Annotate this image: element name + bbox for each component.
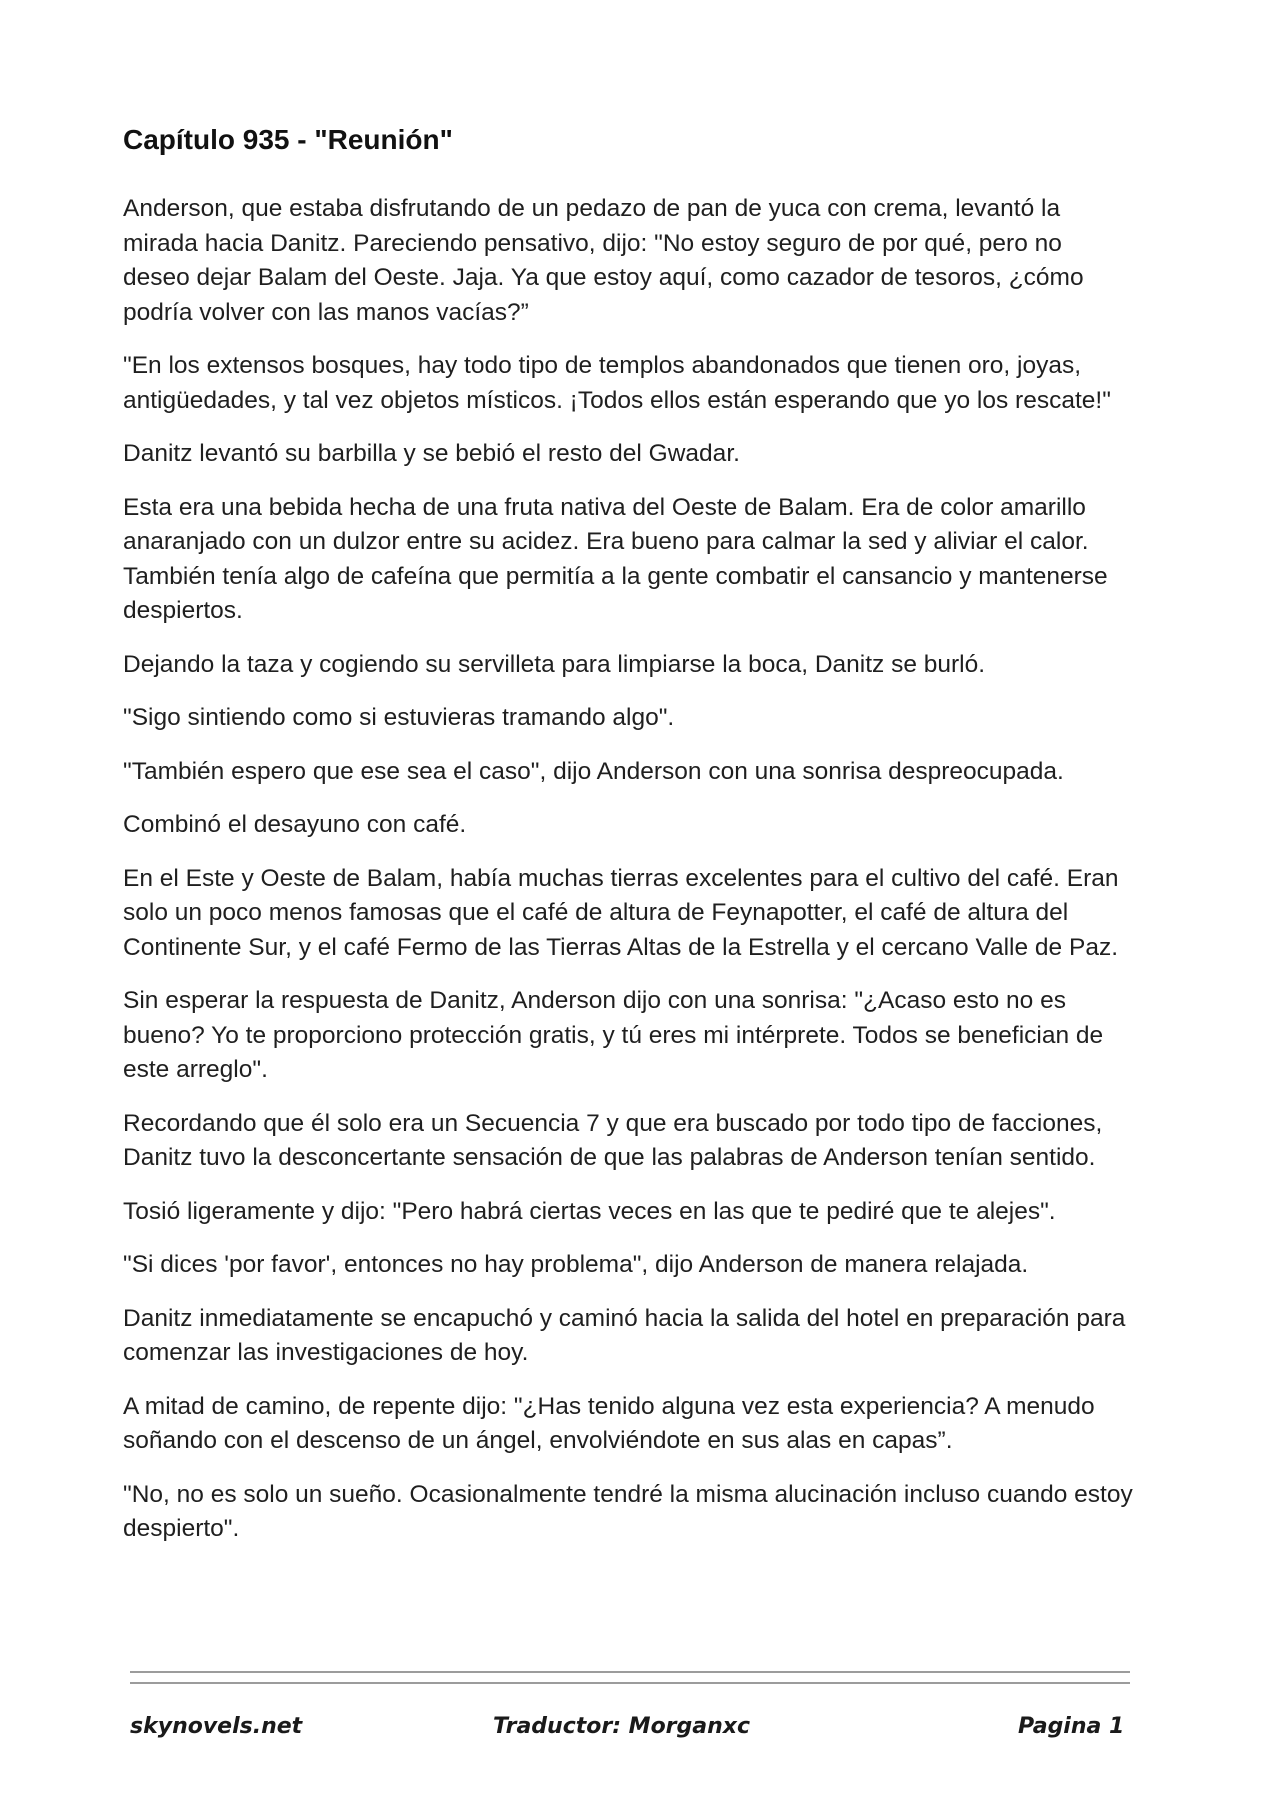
- footer-divider-top: [130, 1671, 1130, 1673]
- paragraph: A mitad de camino, de repente dijo: "¿Has tenido alguna vez esta experiencia? A menudo soñando con el descenso de un ángel, envolviéndote en sus alas en capas”.: [123, 1392, 1095, 1454]
- footer-page-number: Pagina 1: [1018, 1714, 1125, 1739]
- paragraph: Anderson, que estaba disfrutando de un pedazo de pan de yuca con crema, levantó la mirada hacia Danitz. Pareciendo pensativo, dijo: "No estoy seguro de por qué, pero no deseo dejar Balam del Oeste. Jaja. Ya que estoy aquí, como cazador de tesoros, ¿cómo podría volver con las manos vacías?”: [123, 195, 1084, 326]
- paragraph: Esta era una bebida hecha de una fruta nativa del Oeste de Balam. Era de color amarillo anaranjado con un dulzor entre su acidez. Era bueno para calmar la sed y aliviar el calor. También tenía algo de cafeína que permitía a la gente combatir el cansancio y mantenerse despiertos.: [123, 493, 1108, 624]
- paragraph: En el Este y Oeste de Balam, había muchas tierras excelentes para el cultivo del café. Eran solo un poco menos famosas que el café de altura de Feynapotter, el café de altura del Continente Sur, y el café Fermo de las Tierras Altas de la Estrella y el cercano Valle de Paz.: [123, 864, 1119, 961]
- paragraph: Tosió ligeramente y dijo: "Pero habrá ciertas veces en las que te pediré que te alejes".: [123, 1197, 1056, 1225]
- paragraph: "En los extensos bosques, hay todo tipo de templos abandonados que tienen oro, joyas, antigüedades, y tal vez objetos místicos. ¡Todos ellos están esperando que yo los rescate!": [123, 352, 1111, 414]
- paragraph: Danitz inmediatamente se encapuchó y caminó hacia la salida del hotel en preparación para comenzar las investigaciones de hoy.: [123, 1304, 1126, 1366]
- paragraph: Combinó el desayuno con café.: [123, 811, 467, 838]
- paragraph: Dejando la taza y cogiendo su servilleta para limpiarse la boca, Danitz se burló.: [123, 650, 986, 678]
- paragraph: "Si dices 'por favor', entonces no hay problema", dijo Anderson de manera relajada.: [123, 1251, 1029, 1278]
- paragraph: Recordando que él solo era un Secuencia 7 y que era buscado por todo tipo de facciones, Danitz tuvo la desconcertante sensación de que las palabras de Anderson tenían sentido.: [123, 1109, 1103, 1171]
- paragraph: "Sigo sintiendo como si estuvieras tramando algo".: [123, 704, 675, 731]
- chapter-title: Capítulo 935 - "Reunión": [123, 124, 453, 155]
- paragraph: Danitz levantó su barbilla y se bebió el resto del Gwadar.: [123, 440, 740, 467]
- footer-translator: Traductor: Morganxc: [493, 1714, 751, 1739]
- paragraph: "También espero que ese sea el caso", dijo Anderson con una sonrisa despreocupada.: [123, 757, 1064, 785]
- footer-divider-bottom: [130, 1682, 1130, 1684]
- paragraph: Sin esperar la respuesta de Danitz, Anderson dijo con una sonrisa: "¿Acaso esto no es bueno? Yo te proporciono protección gratis, y tú eres mi intérprete. Todos se benefician de este arreglo".: [123, 987, 1104, 1083]
- chapter-body: [123, 192, 1133, 1566]
- paragraph: "No, no es solo un sueño. Ocasionalmente tendré la misma alucinación incluso cuando estoy despierto".: [123, 1480, 1133, 1542]
- footer-site: skynovels.net: [130, 1714, 303, 1739]
